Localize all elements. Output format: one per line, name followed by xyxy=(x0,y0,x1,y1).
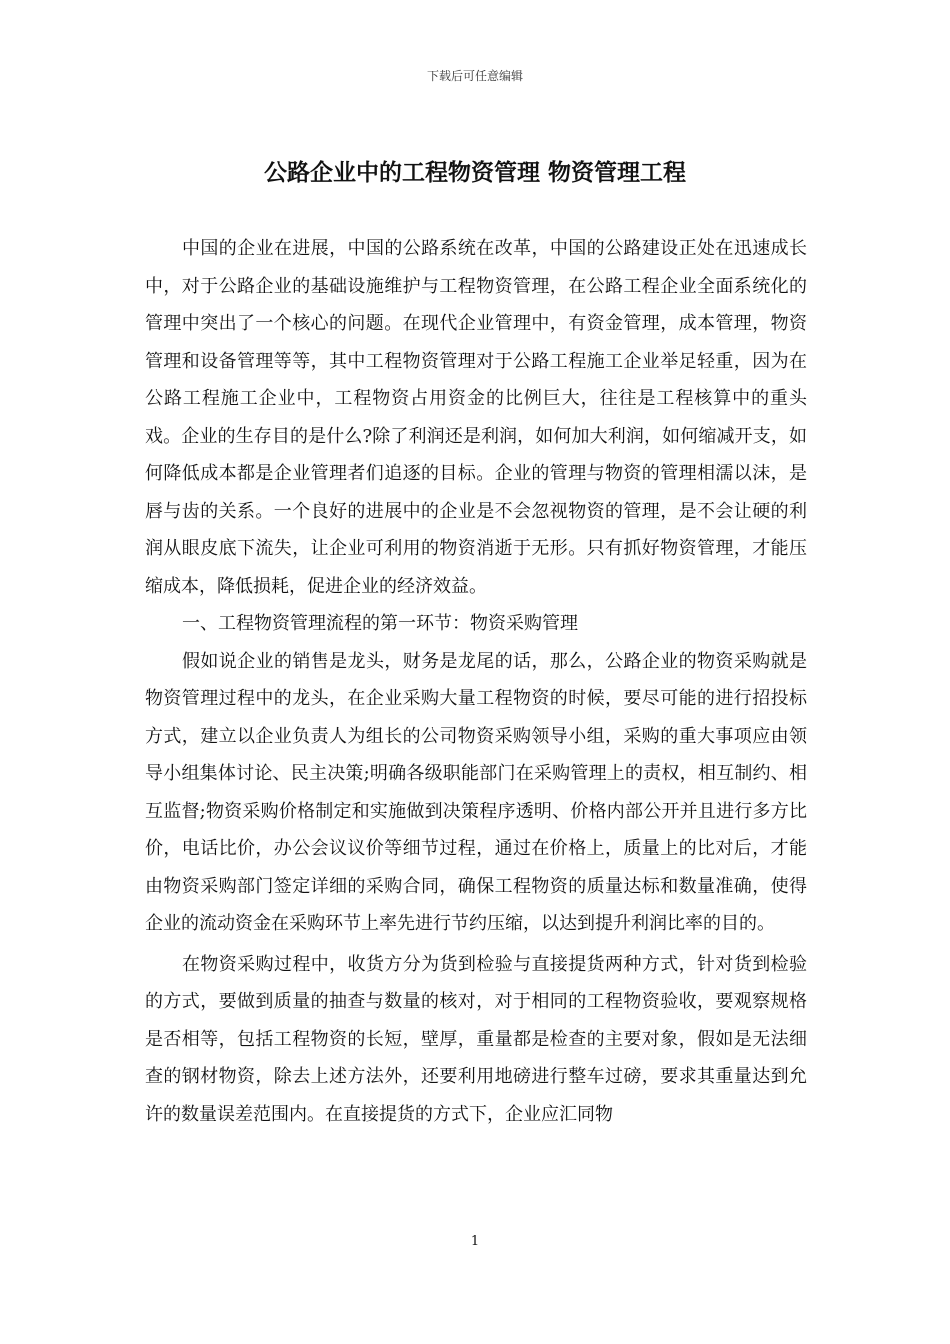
document-title: 公路企业中的工程物资管理 物资管理工程 xyxy=(263,160,686,186)
paragraph-receiving: 在物资采购过程中，收货方分为货到检验与直接提货两种方式，针对货到检验的方式，要做到质量的抽查与数量的核对，对于相同的工程物资验收，要观察规格是否相等，包括工程物资的长短，壁厚，重量都是检查的主要对象，假如是无法细查的钢材物资，除去上述方法外，还要利用地磅进行整车过磅，要求其重量达到允许的数量误差范围内。在直接提货的方式下，企业应汇同物 xyxy=(145,953,807,1125)
document-body xyxy=(145,230,807,1133)
paragraph-intro: 中国的企业在进展，中国的公路系统在改革，中国的公路建设正处在迅速成长中，对于公路企业的基础设施维护与工程物资管理，在公路工程企业全面系统化的管理中突出了一个核心的问题。在现代企业管理中，有资金管理，成本管理，物资管理和设备管理等等，其中工程物资管理对于公路工程施工企业举足轻重，因为在公路工程施工企业中，工程物资占用资金的比例巨大，往往是工程核算中的重头戏。企业的生存目的是什么?除了利润还是利润，如何加大利润，如何缩减开支，如何降低成本都是企业管理者们追逐的目标。企业的管理与物资的管理相濡以沫，是唇与齿的关系。一个良好的进展中的企业是不会忽视物资的管理，是不会让硬的利润从眼皮底下流失，让企业可利用的物资消逝于无形。只有抓好物资管理，才能压缩成本，降低损耗，促进企业的经济效益。 xyxy=(145,238,807,597)
paragraph-procurement: 假如说企业的销售是龙头，财务是龙尾的话，那么，公路企业的物资采购就是物资管理过程中的龙头，在企业采购大量工程物资的时候，要尽可能的进行招投标方式，建立以企业负责人为组长的公司物资采购领导小组，采购的重大事项应由领导小组集体讨论、民主决策;明确各级职能部门在采购管理上的责权，相互制约、相互监督;物资采购价格制定和实施做到决策程序透明、价格内部公开并且进行多方比价，电话比价，办公会议议价等细节过程，通过在价格上，质量上的比对后，才能由物资采购部门签定详细的采购合同，确保工程物资的质量达标和数量准确，使得企业的流动资金在采购环节上率先进行节约压缩，以达到提升利润比率的目的。 xyxy=(145,650,807,934)
section-heading-procurement: 一、工程物资管理流程的第一环节：物资采购管理 xyxy=(182,613,578,634)
page-header-note: 下载后可任意编辑 xyxy=(426,69,523,83)
page-number: 1 xyxy=(470,1234,480,1249)
